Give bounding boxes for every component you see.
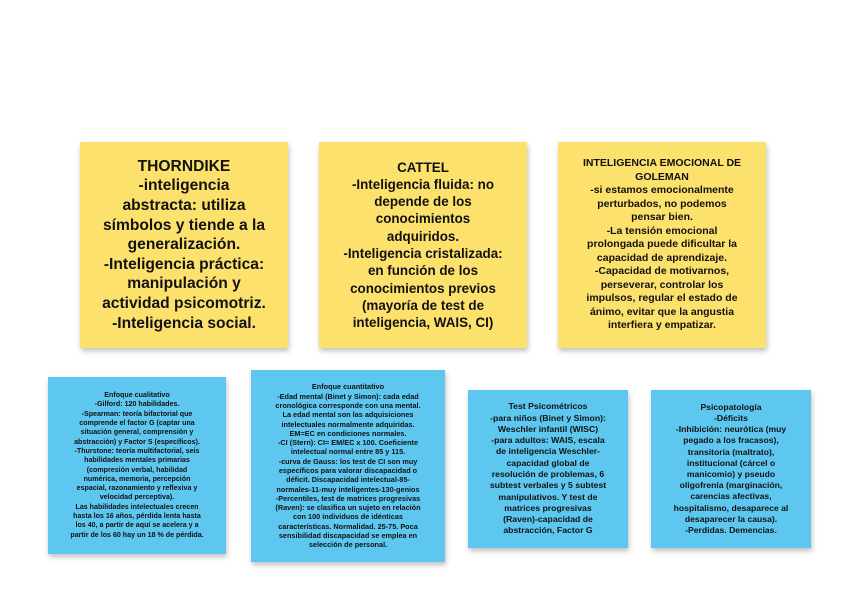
note-line: velocidad perceptiva).	[99, 493, 175, 502]
note-line: déficit. Discapacidad intelectual-85-	[286, 475, 410, 485]
note-line: Las habilidades intelectuales crecen	[75, 502, 199, 511]
note-line: -Spearman: teoría bifactorial que	[81, 409, 193, 418]
note-line: -Inteligencia fluida: no	[351, 176, 495, 192]
note-line: -Gilford: 120 habilidades.	[94, 400, 180, 409]
note-line: pegado a los fracasos),	[683, 435, 779, 446]
note-line: -para adultos: WAIS, escala	[491, 435, 605, 446]
note-line: ánimo, evitar que la angustia	[589, 305, 735, 318]
note-line: desaparecer la causa).	[684, 513, 778, 524]
note-line: -Perdidas. Demencias.	[685, 525, 777, 536]
note-line: específicos para valorar discapacidad o	[278, 466, 418, 475]
sticky-note-cattel[interactable]	[319, 142, 527, 348]
note-line: perturbados, no podemos	[597, 197, 727, 210]
note-line: -Capacidad de motivarnos,	[594, 265, 730, 278]
note-line: -si estamos emocionalmente	[590, 184, 734, 197]
note-line: -Déficits	[714, 412, 748, 423]
note-line: cronológica corresponde con una mental.	[275, 400, 421, 410]
note-line: con 100 individuos de idénticas	[293, 512, 403, 522]
note-line: La edad mental son las adquisiciones	[282, 410, 414, 420]
note-line: matrices progresivas	[504, 502, 592, 513]
note-line: GOLEMAN	[635, 170, 689, 183]
note-line: adquiridos.	[386, 228, 460, 244]
note-line: intelectual normal entre 85 y 115.	[290, 447, 406, 457]
note-line: (Raven): se clasifica un sujeto en relación	[275, 503, 421, 513]
note-line: -Edad mental (Binet y Simon): cada edad	[277, 391, 419, 401]
note-line: impulsos, regular el estado de	[586, 292, 738, 305]
note-line: perseverar, controlar los	[600, 278, 724, 291]
note-line: características. Normalidad. 25-75. Poca	[278, 521, 418, 531]
note-line: hasta los 16 años, pérdida lenta hasta	[73, 511, 201, 520]
note-line: conocimientos	[375, 211, 471, 227]
note-line: conocimientos previos	[350, 280, 496, 296]
note-line: oligofrenia (marginación,	[679, 480, 783, 491]
note-line: -Inteligencia práctica:	[103, 255, 265, 273]
note-line: selección de personal.	[308, 540, 388, 550]
note-line: -Thurstone: teoría multifactorial, seis	[74, 446, 200, 455]
note-line: hospitalismo, desaparece al	[673, 502, 789, 513]
note-line: transitoria (maltrato),	[687, 446, 775, 457]
note-line: subtest verbales y 5 subtest	[489, 480, 607, 491]
note-line: -para niños (Binet y Simon):	[490, 412, 606, 423]
note-line: depende de los	[374, 194, 472, 210]
note-line: -inteligencia	[138, 177, 230, 195]
note-line: normales-11-muy inteligentes-130-genios	[276, 484, 420, 494]
note-line: abstracción, Factor G	[503, 525, 593, 536]
note-line: carencias afectivas,	[690, 491, 772, 502]
note-title: THORNDIKE	[137, 157, 231, 175]
note-line: manipulación y	[127, 275, 241, 293]
note-line: Weschler infantil (WISC)	[497, 423, 599, 434]
note-line: -Percentiles, test de matrices progresivas	[275, 493, 421, 503]
note-line: manicomio) y pseudo	[686, 469, 776, 479]
note-line: -Inteligencia cristalizada:	[343, 246, 503, 261]
note-title: Enfoque cuantitativo	[311, 382, 385, 392]
note-title: CATTEL	[397, 159, 449, 175]
note-line: espacial, razonamiento y reflexiva y	[76, 484, 198, 493]
note-line: -Inhibición: neurótica (muy	[675, 424, 787, 435]
note-line: los 40, a partir de aquí se acelera y a	[75, 521, 199, 530]
note-line: habilidades mentales primarias	[84, 456, 190, 465]
note-line: pensar bien.	[631, 211, 693, 224]
sticky-note-thorndike[interactable]	[80, 142, 288, 348]
note-line: capacidad global de	[506, 457, 590, 468]
note-line: numérica, memoria, percepción	[83, 474, 191, 483]
note-line: situación general, comprensión y	[80, 428, 194, 437]
note-title: Psicopatología	[700, 401, 762, 412]
note-line: manipulativos. Y test de	[498, 491, 598, 502]
sticky-note-enfoque-cualitativo[interactable]	[48, 377, 226, 554]
note-title: INTELIGENCIA EMOCIONAL DE	[582, 157, 742, 170]
sticky-note-goleman[interactable]	[558, 142, 766, 348]
note-line: intelectuales normalmente adquiridas.	[281, 419, 415, 429]
note-line: sensibilidad discapacidad se emplea en	[278, 531, 418, 541]
note-line: partir de los 60 hay un 18 % de pérdida.	[70, 530, 204, 539]
note-line: comprende el factor G (captar una	[79, 419, 195, 428]
note-line: generalización.	[127, 236, 241, 254]
note-line: abstracción) y Factor S (específicos).	[74, 437, 200, 446]
note-line: de inteligencia Weschler-	[495, 446, 601, 457]
note-line: (Raven)-capacidad de	[503, 514, 593, 525]
note-line: (mayoría de test de	[361, 297, 485, 313]
note-line: institucional (cárcel o	[686, 457, 776, 468]
sticky-note-psicopatologia[interactable]	[651, 390, 811, 548]
note-line: EM=EC en condiciones normales.	[289, 428, 407, 438]
note-line: abstracta: utiliza	[122, 197, 246, 215]
note-line: en función de los	[367, 263, 479, 279]
sticky-note-enfoque-cuantitativo[interactable]	[251, 370, 445, 562]
note-line: capacidad de aprendizaje.	[596, 251, 728, 264]
note-line: inteligencia, WAIS, CI)	[352, 315, 494, 331]
note-line: -curva de Gauss: los test de CI son muy	[278, 456, 418, 466]
note-line: interfiera y empatizar.	[608, 319, 716, 332]
sticky-note-test-psicometricos[interactable]	[468, 390, 628, 548]
note-line: -Inteligencia social.	[112, 314, 256, 332]
note-line: -CI (Stern): CI= EM/EC x 100. Coeficiente	[277, 438, 419, 448]
note-title: Enfoque cualitativo	[104, 391, 170, 400]
note-line: (compresión verbal, habilidad	[86, 465, 188, 474]
note-line: -La tensión emocional	[606, 224, 718, 237]
note-line: resolución de problemas, 6	[491, 469, 605, 479]
note-line: actividad psicomotriz.	[102, 294, 266, 312]
note-line: símbolos y tiende a la	[102, 216, 266, 234]
note-title: Test Psicométricos	[508, 401, 588, 412]
note-line: prolongada puede dificultar la	[587, 238, 737, 251]
